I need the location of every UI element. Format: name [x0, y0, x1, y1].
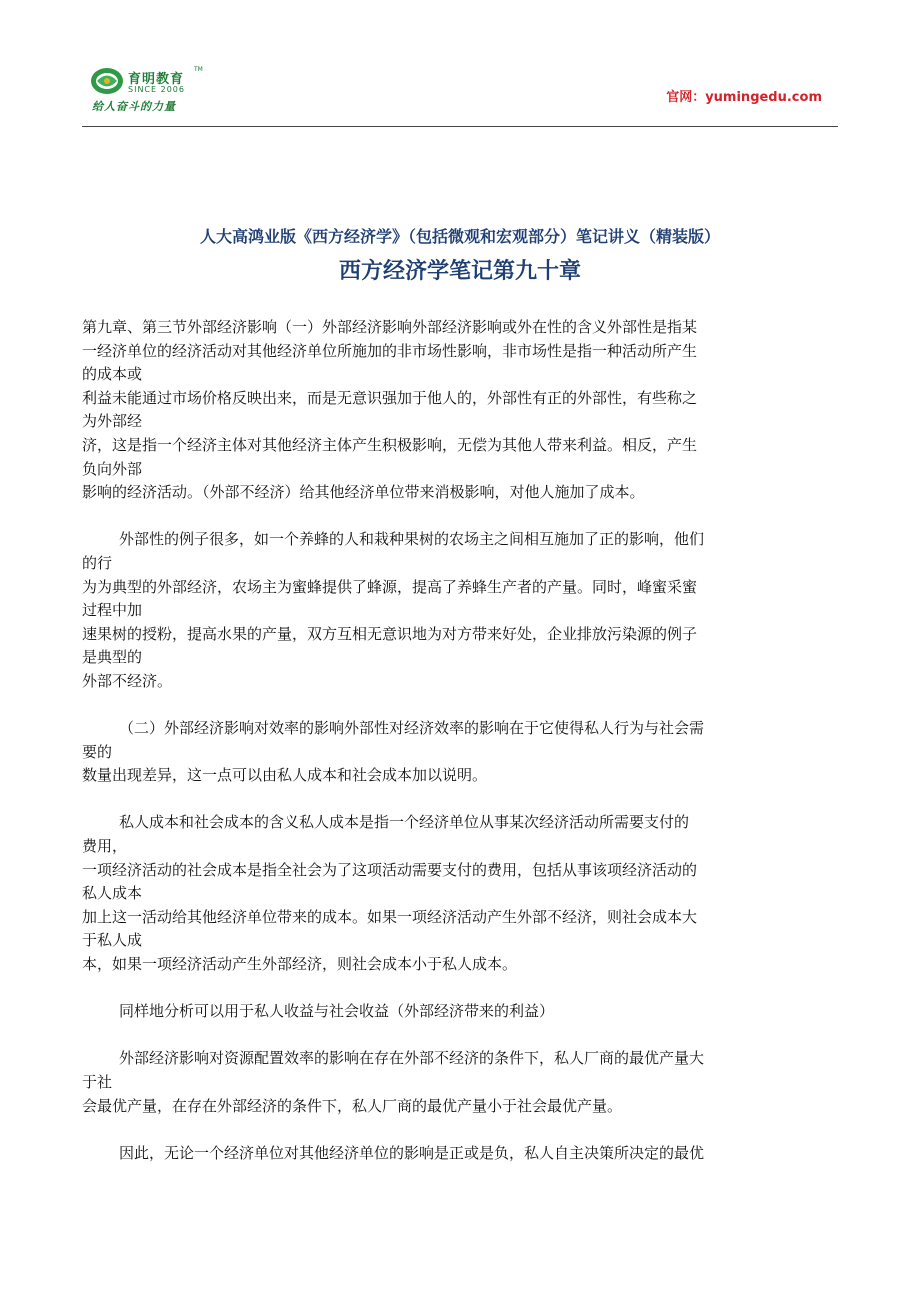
logo-since: SINCE 2006 — [128, 85, 185, 94]
paragraph-line: （二）外部经济影响对效率的影响外部性对经济效率的影响在于它使得私人行为与社会需 — [119, 719, 705, 738]
paragraph-line: 外部性的例子很多，如一个养蜂的人和栽种果树的农场主之间相互施加了正的影响，他们 — [119, 530, 705, 549]
paragraph-line: 费用， — [82, 837, 128, 856]
paragraph-line: 私人成本 — [82, 884, 143, 903]
paragraph-line: 外部经济影响对资源配置效率的影响在存在外部不经济的条件下，私人厂商的最优产量大 — [119, 1049, 705, 1068]
paragraph-line: 是典型的 — [82, 648, 143, 667]
logo-slogan: 给人奋斗的力量 — [92, 100, 176, 113]
paragraph-line: 外部不经济。 — [82, 671, 173, 690]
logo-name: 育明教育 — [128, 72, 185, 87]
paragraph-line: 于社 — [82, 1073, 113, 1091]
paragraph-line: 一项经济活动的社会成本是指全社会为了这项活动需要支付的费用，包括从事该项经济活动的 — [82, 860, 698, 879]
paragraph-line: 速果树的授粉，提高水果的产量，双方互相无意识地为对方带来好处，企业排放污染源的例子 — [82, 624, 698, 643]
paragraph-line: 第九章、第三节外部经济影响（一）外部经济影响外部经济影响或外在性的含义外部性是指某 — [82, 318, 698, 336]
page-header — [82, 58, 838, 128]
paragraph-line: 为为典型的外部经济，农场主为蜜蜂提供了蜂源，提高了养蜂生产者的产量。同时，峰蜜采蜜 — [82, 577, 698, 596]
logo-trademark: TM — [194, 66, 203, 73]
official-site-link[interactable]: 官网：yumingedu.com — [666, 90, 822, 105]
paragraph-line: 的成本或 — [82, 365, 143, 384]
paragraph-line: 因此，无论一个经济单位对其他经济单位的影响是正或是负，私人自主决策所决定的最优 — [119, 1143, 705, 1162]
paragraph-line: 同样地分析可以用于私人收益与社会收益（外部经济带来的利益） — [119, 1002, 555, 1021]
paragraph-line: 济，这是指一个经济主体对其他经济主体产生积极影响，无偿为其他人带来利益。相反，产生 — [82, 435, 698, 454]
paragraph-line: 会最优产量，在存在外部经济的条件下，私人厂商的最优产量小于社会最优产量。 — [82, 1096, 623, 1115]
paragraph — [82, 528, 838, 693]
document-title: 西方经济学笔记第九十章 — [338, 258, 581, 284]
paragraph-line: 于私人成 — [82, 931, 143, 950]
paragraph-line: 加上这一活动给其他经济单位带来的成本。如果一项经济活动产生外部不经济，则社会成本大 — [82, 907, 698, 926]
paragraph-line: 一经济单位的经济活动对其他经济单位所施加的非市场性影响，非市场性是指一种活动所产生 — [82, 341, 698, 360]
paragraph-line: 的行 — [82, 553, 113, 572]
paragraph-line: 私人成本和社会成本的含义私人成本是指一个经济单位从事某次经济活动所需要支付的 — [119, 813, 690, 832]
document-subtitle: 人大高鸿业版《西方经济学》（包括微观和宏观部分）笔记讲义（精装版） — [199, 227, 720, 246]
paragraph-line: 过程中加 — [82, 601, 143, 620]
paragraph-line: 本，如果一项经济活动产生外部经济，则社会成本小于私人成本。 — [82, 955, 518, 974]
paragraph — [82, 1142, 838, 1166]
paragraph — [82, 1047, 838, 1118]
paragraph — [82, 1000, 838, 1024]
paragraph — [82, 316, 838, 505]
paragraph-line: 数量出现差异，这一点可以由私人成本和社会成本加以说明。 — [82, 766, 488, 785]
paragraph — [82, 811, 838, 976]
document-body — [82, 316, 838, 1189]
paragraph-line: 影响的经济活动。（外部不经济）给其他经济单位带来消极影响，对他人施加了成本。 — [82, 483, 645, 502]
paragraph-line: 为外部经 — [82, 412, 143, 431]
header-divider — [82, 126, 838, 127]
paragraph-line: 利益未能通过市场价格反映出来，而是无意识强加于他人的，外部性有正的外部性，有些称之 — [82, 388, 698, 407]
paragraph-line: 负向外部 — [82, 459, 143, 478]
paragraph-line: 要的 — [82, 742, 113, 761]
brand-logo — [82, 58, 222, 118]
paragraph — [82, 717, 838, 788]
logo-emblem-icon — [90, 66, 124, 96]
